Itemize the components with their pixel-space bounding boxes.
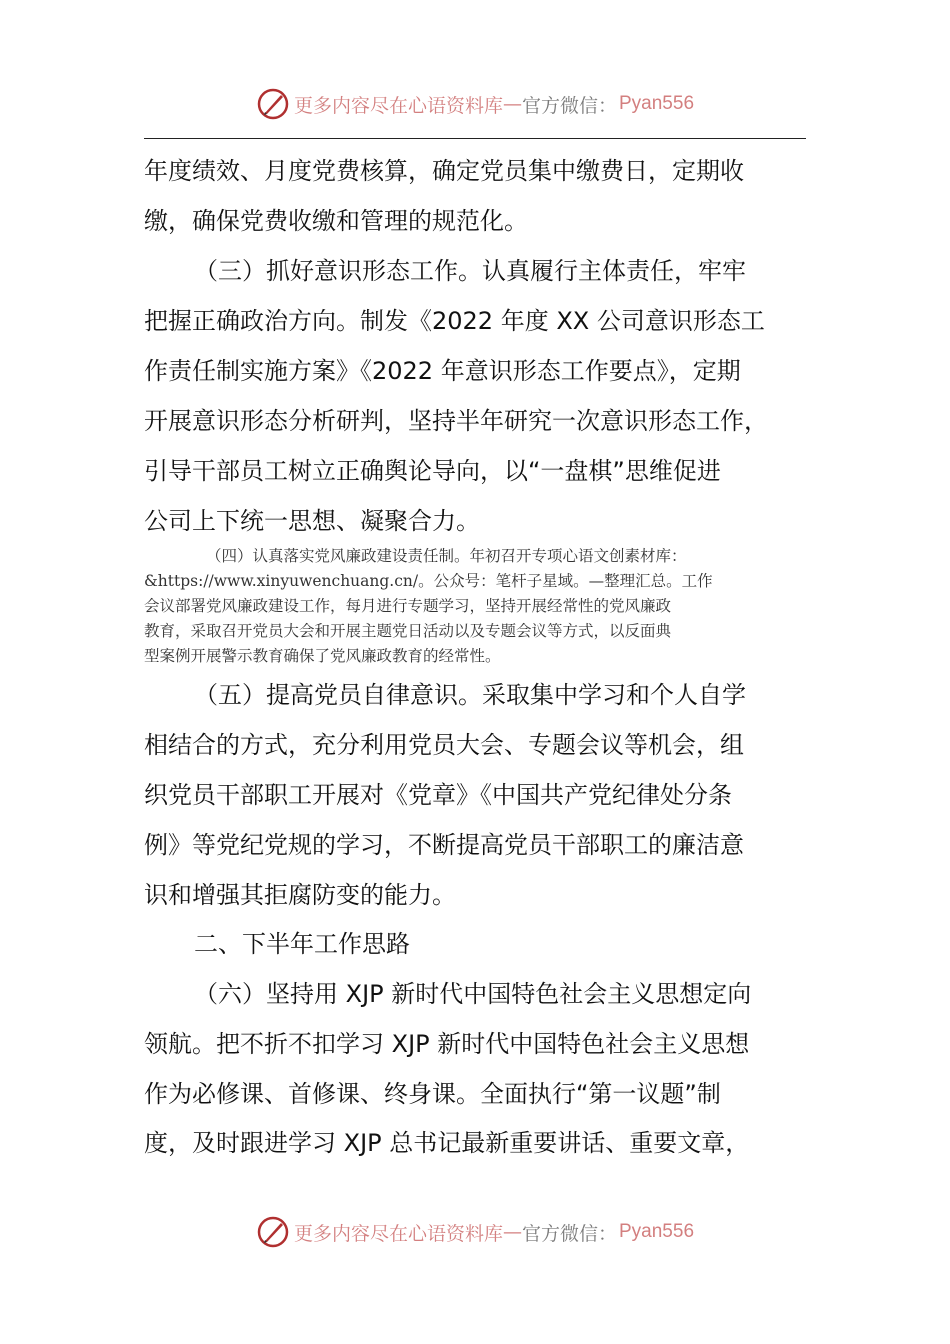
quill-pen-logo-icon [256,1215,290,1249]
banner-wechat-id: Pyan556 [619,1221,695,1242]
body-line-1: 年度绩效、月度党费核算，确定党员集中缴费日，定期收 [144,157,744,185]
body-line-3: （三）抓好意识形态工作。认真履行主体责任，牢牢 [194,257,746,285]
body-line-5: 作责任制实施方案》《2022 年意识形态工作要点》，定期 [144,357,741,385]
banner-text: 更多内容尽在心语资料库 [293,94,503,117]
banner-wechat-id: Pyan556 [619,93,695,114]
small-line-3: 会议部署党风廉政建设工作，每月进行专题学习，坚持开展经常性的党风廉政 [144,597,672,615]
body-line-14: （六）坚持用 XJP 新时代中国特色社会主义思想定向 [194,980,752,1008]
body-line-16: 作为必修课、首修课、终身课。全面执行“第一议题”制 [144,1080,721,1108]
header-banner [0,84,950,124]
body-line-6: 开展意识形态分析研判，坚持半年研究一次意识形态工作， [144,407,768,435]
banner-separator: — [502,93,522,115]
body-line-4: 把握正确政治方向。制发《2022 年度 XX 公司意识形态工 [144,307,765,335]
body-line-2: 缴，确保党费收缴和管理的规范化。 [144,207,528,235]
small-line-4: 教育，采取召开党员大会和开展主题党日活动以及专题会议等方式，以反面典 [144,622,672,640]
body-line-7: 引导干部员工树立正确舆论导向，以“一盘棋”思维促进 [144,457,721,485]
quill-pen-logo-icon [256,87,290,121]
footer-banner [0,1212,950,1252]
section-heading: 二、下半年工作思路 [194,930,410,958]
body-line-17: 度，及时跟进学习 XJP 总书记最新重要讲话、重要文章， [144,1129,750,1157]
body-line-9: （五）提高党员自律意识。采取集中学习和个人自学 [194,681,746,709]
body-line-11: 织党员干部职工开展对《党章》《中国共产党纪律处分条 [144,781,732,809]
small-line-5: 型案例开展警示教育确保了党风廉政教育的经常性。 [144,647,501,665]
banner-contact-label: 官方微信： [521,1222,617,1245]
banner-separator: — [502,1221,522,1243]
banner-contact-label: 官方微信： [521,94,617,117]
body-line-15: 领航。把不折不扣学习 XJP 新时代中国特色社会主义思想 [144,1030,750,1058]
small-line-2: &https://www.xinyuwenchuang.cn/。公众号：笔杆子星域。—整理汇总。工作 [144,572,713,590]
header-divider [144,138,806,139]
body-line-12: 例》等党纪党规的学习，不断提高党员干部职工的廉洁意 [144,831,744,859]
body-line-8: 公司上下统一思想、凝聚合力。 [144,507,480,535]
banner-text: 更多内容尽在心语资料库 [293,1222,503,1245]
body-line-10: 相结合的方式，充分利用党员大会、专题会议等机会，组 [144,731,744,759]
small-line-1: （四）认真落实党风廉政建设责任制。年初召开专项心语文创素材库： [206,547,687,565]
body-line-13: 识和增强其拒腐防变的能力。 [144,881,456,909]
